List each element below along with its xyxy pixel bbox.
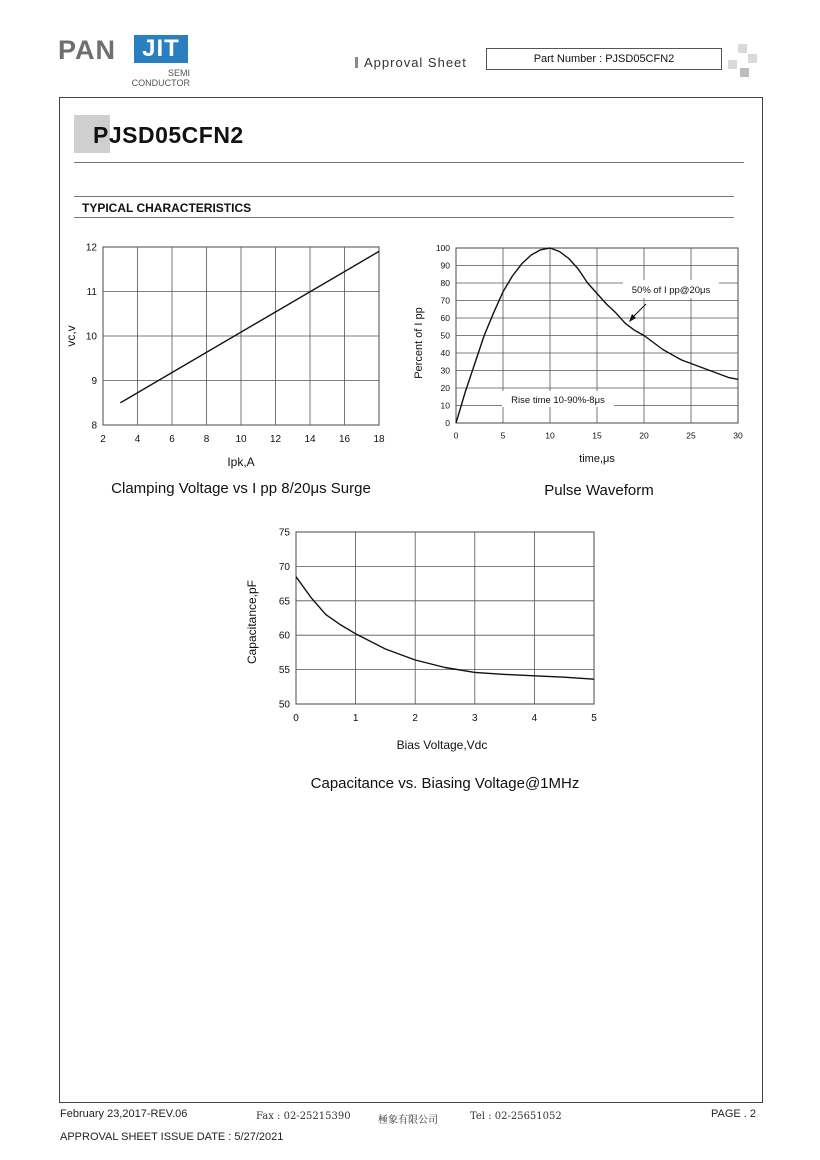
x-axis-label: Ipk,A <box>227 455 255 469</box>
y-tick-label: 20 <box>440 382 450 393</box>
y-tick-label: 11 <box>86 287 97 298</box>
x-tick-label: 10 <box>545 430 555 441</box>
footer-company: 極象有限公司 <box>378 1115 438 1126</box>
x-tick-label: 12 <box>269 434 282 445</box>
series-line <box>296 577 594 680</box>
x-tick-label: 14 <box>304 434 316 445</box>
x-tick-label: 15 <box>592 430 602 441</box>
y-tick-label: 55 <box>278 665 290 677</box>
logo-pan: PAN <box>58 35 117 65</box>
x-tick-label: 3 <box>472 713 478 724</box>
y-tick-label: 90 <box>440 260 450 271</box>
y-tick-label: 70 <box>440 295 450 306</box>
footer-issue-date: APPROVAL SHEET ISSUE DATE : 5/27/2021 <box>60 1131 284 1143</box>
logo-semi: SEMI <box>167 68 190 78</box>
logo-jit: JIT <box>134 35 188 63</box>
x-tick-label: 10 <box>235 434 247 445</box>
x-tick-label: 20 <box>639 430 649 441</box>
y-tick-label: 8 <box>91 420 97 432</box>
capacitance-chart <box>245 528 597 793</box>
x-tick-label: 30 <box>733 430 743 441</box>
x-tick-label: 6 <box>169 434 175 445</box>
chart-title: Pulse Waveform <box>544 482 654 499</box>
x-tick-label: 0 <box>293 713 299 724</box>
y-tick-label: 60 <box>278 630 290 642</box>
y-tick-label: 100 <box>435 242 450 253</box>
x-tick-label: 25 <box>686 430 696 441</box>
y-tick-label: 65 <box>278 596 290 608</box>
x-tick-label: 8 <box>203 434 210 445</box>
y-tick-label: 10 <box>85 331 97 343</box>
y-axis-label: Capacitance,pF <box>245 579 259 665</box>
x-axis-label: time,μs <box>579 453 615 465</box>
footer-fax: Fax : 02-25215390 <box>256 1111 351 1122</box>
chart-title: Clamping Voltage vs I pp 8/20μs Surge <box>111 480 371 497</box>
x-tick-label: 18 <box>373 434 385 445</box>
y-axis-label: vc,v <box>64 325 78 347</box>
y-tick-label: 75 <box>278 527 290 539</box>
annotation-label: Rise time 10-90%-8μs <box>511 395 605 406</box>
y-tick-label: 80 <box>440 277 450 288</box>
annotation-label: 50% of I pp@20μs <box>631 285 711 296</box>
y-tick-label: 60 <box>440 312 450 323</box>
x-tick-label: 0 <box>453 430 459 441</box>
y-tick-label: 50 <box>278 699 290 711</box>
x-tick-label: 16 <box>338 434 351 445</box>
x-tick-label: 2 <box>100 434 106 445</box>
page-title: PJSD05CFN2 <box>93 122 244 148</box>
plot-frame <box>296 532 594 704</box>
x-tick-label: 1 <box>352 713 359 724</box>
y-tick-label: 30 <box>440 365 450 376</box>
x-tick-label: 5 <box>591 713 597 724</box>
y-tick-label: 70 <box>278 561 290 573</box>
y-tick-label: 10 <box>440 400 450 411</box>
y-tick-label: 40 <box>440 347 450 358</box>
footer-date-rev: February 23,2017-REV.06 <box>60 1108 188 1120</box>
x-tick-label: 4 <box>134 434 141 445</box>
part-number-box: Part Number : PJSD05CFN2 <box>486 48 722 70</box>
approval-sheet-label: Approval Sheet <box>364 55 467 70</box>
section-title: TYPICAL CHARACTERISTICS <box>82 201 252 215</box>
x-axis-label: Bias Voltage,Vdc <box>396 738 488 752</box>
x-tick-label: 5 <box>500 430 506 441</box>
footer-tel: Tel : 02-25651052 <box>470 1111 562 1122</box>
pulse-waveform-chart <box>413 243 743 499</box>
y-tick-label: 9 <box>91 376 97 387</box>
y-tick-label: 0 <box>445 417 450 428</box>
y-axis-label: Percent of I pp <box>413 307 425 379</box>
logo-conductor: CONDUCTOR <box>131 78 190 88</box>
x-tick-label: 2 <box>412 713 418 724</box>
x-tick-label: 4 <box>531 713 538 724</box>
clamping-voltage-chart <box>64 243 385 498</box>
series-line <box>120 251 379 402</box>
footer-page: PAGE . 2 <box>711 1108 757 1120</box>
y-tick-label: 12 <box>85 242 97 254</box>
y-tick-label: 50 <box>440 330 450 341</box>
chart-title: Capacitance vs. Biasing Voltage@1MHz <box>310 775 580 792</box>
